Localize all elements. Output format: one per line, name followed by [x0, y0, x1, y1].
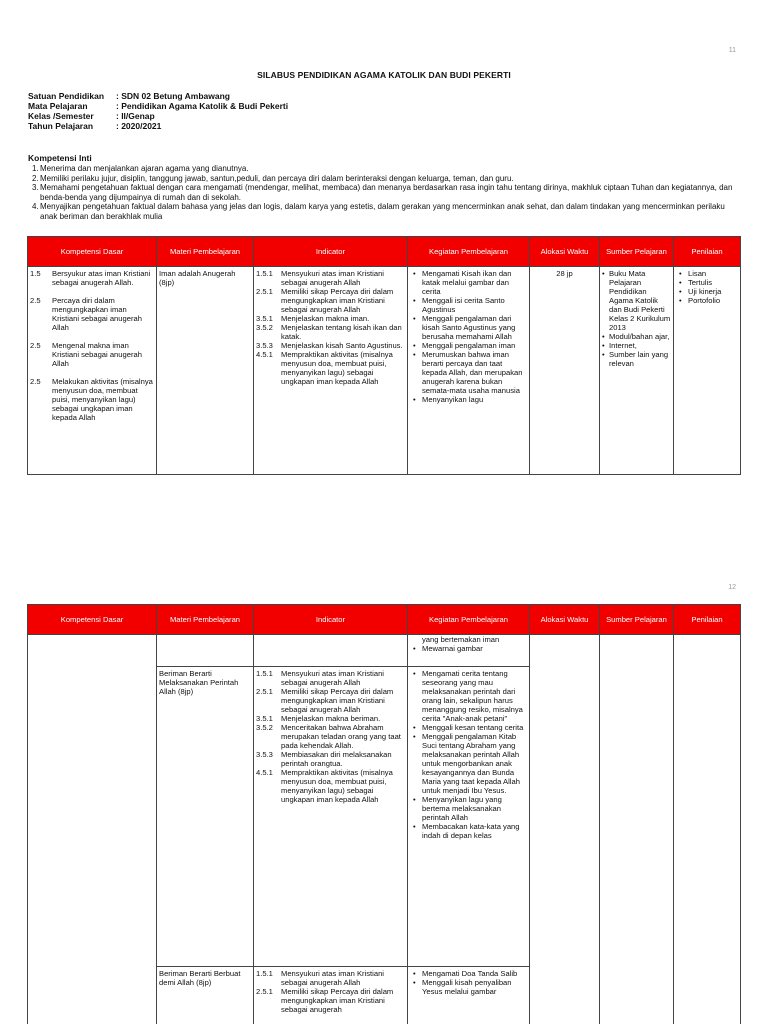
indicator-text: Menceritakan bahwa Abraham merupakan teladan orang yang taat pada kehendak Allah.	[281, 723, 401, 750]
list-number: 3.	[32, 183, 39, 193]
list-item: • Menyanyikan lagu	[410, 395, 527, 404]
indicator-number: 3.5.2	[256, 323, 273, 332]
kd-text: Melakukan aktivitas (misalnya menyusun doa, membuat puisi, menyanyikan lagu) sebagai ungkapan iman kepada Allah	[52, 377, 153, 422]
table-row	[28, 267, 741, 475]
list-item: • Buku Mata Pelajaran Pendidikan Agama Katolik dan Budi Pekerti Kelas 2 Kurikulum 2013	[602, 269, 671, 332]
indicator-text: Mensyukuri atas iman Kristiani sebagai anugerah Allah	[281, 269, 384, 287]
meta-row	[28, 101, 288, 111]
cell-kegiatan	[408, 667, 530, 967]
syllabus-table-continued	[27, 604, 741, 1024]
list-item: • Menggali pengalaman dari kisah Santo Agustinus yang berusaha memahami Allah	[410, 314, 527, 341]
meta-value: : 2020/2021	[116, 121, 162, 131]
table-header-row	[28, 237, 741, 267]
section-heading: Kompetensi Inti	[28, 153, 92, 163]
cell-indicator	[254, 667, 408, 967]
header-sumber: Sumber Pelajaran	[600, 237, 674, 267]
header-indicator: Indicator	[254, 605, 408, 635]
indicator-item	[256, 350, 405, 386]
header-materi: Materi Pembelajaran	[157, 605, 254, 635]
indicator-number: 4.5.1	[256, 350, 273, 359]
table-row	[28, 635, 741, 667]
list-item	[28, 183, 738, 202]
meta-label: Mata Pelajaran	[28, 101, 88, 111]
cell-sumber	[600, 267, 674, 475]
indicator-text: Menjelaskan tentang kisah ikan dan katak.	[281, 323, 402, 341]
kd-text: Percaya diri dalam mengungkapkan iman Kristiani sebagai anugerah Allah	[52, 296, 142, 332]
list-item: • Modul/bahan ajar,	[602, 332, 671, 341]
cell-kompetensi-dasar	[28, 267, 157, 475]
meta-label: Kelas /Semester	[28, 111, 94, 121]
list-item: • Menggali pengalaman iman	[410, 341, 527, 350]
list-item: • Mengamati Kisah ikan dan katak melalui gambar dan cerita	[410, 269, 527, 296]
header-alokasi: Alokasi Waktu	[530, 605, 600, 635]
kegiatan-continuation: yang bertemakan iman	[422, 635, 500, 644]
indicator-text: Mempraktikan aktivitas (misalnya menyusun doa, membuat puisi, menyanyikan lagu) sebagai ungkapan iman kepada Allah	[281, 768, 393, 804]
indicator-number: 1.5.1	[256, 969, 273, 978]
list-item: • Menggali isi cerita Santo Agustinus	[410, 296, 527, 314]
indicator-text: Mempraktikan aktivitas (misalnya menyusun doa, membuat puisi, menyanyikan lagu) sebagai ungkapan iman kepada Allah	[281, 350, 393, 386]
indicator-text: Memiliki sikap Percaya diri dalam mengungkapkan iman Kristiani sebagai anugerah Allah	[281, 287, 394, 314]
list-item: • Mengamati Doa Tanda Salib	[410, 969, 527, 978]
indicator-item	[256, 341, 405, 350]
cell-penilaian	[674, 635, 741, 1024]
list-text: Menyajikan pengetahuan faktual dalam bahasa yang jelas dan logis, dalam karya yang estetis, dalam gerakan yang mencerminkan anak sehat, dan dalam tindakan yang mencerminkan perilaku anak beriman dan berakhlak mulia	[40, 202, 725, 221]
indicator-item	[256, 768, 405, 804]
meta-row	[28, 111, 288, 121]
list-item: • Portofolio	[676, 296, 738, 305]
header-kegiatan: Kegiatan Pembelajaran	[408, 605, 530, 635]
list-number: 1.	[32, 164, 39, 174]
list-item: • Lisan	[676, 269, 738, 278]
cell-materi: Beriman Berarti Berbuat demi Allah (8jp)	[157, 967, 254, 1024]
meta-row	[28, 121, 288, 131]
page-gap	[0, 540, 768, 576]
syllabus-table	[27, 236, 741, 475]
list-item: • Uji kinerja	[676, 287, 738, 296]
indicator-number: 3.5.1	[256, 714, 273, 723]
page-number: 11	[728, 47, 736, 54]
indicator-text: Memiliki sikap Percaya diri dalam mengungkapkan iman Kristiani sebagai anugerah	[281, 987, 394, 1014]
list-item: • Menggali kesan tentang cerita	[410, 723, 527, 732]
list-item: • Menggali pengalaman Kitab Suci tentang Abraham yang melaksanakan perintah Allah untuk mengorbankan anak kesayangannya dan Bunda Maria yang taat kepada Allah untuk menjadi Ibu Yesus.	[410, 732, 527, 795]
indicator-item	[256, 269, 405, 287]
list-item: • Mewarnai gambar	[410, 644, 527, 653]
table-header-row	[28, 605, 741, 635]
kd-item	[30, 296, 154, 332]
list-text: Memahami pengetahuan faktual dengan cara mengamati (mendengar, melihat, membaca) dan menanya berdasarkan rasa ingin tahu tentang dirinya, makhluk ciptaan Tuhan dan kegiatannya, dan benda-benda yang dijumpainya di rumah dan di sekolah.	[40, 183, 733, 202]
page-number: 12	[728, 584, 736, 591]
cell-sumber	[600, 635, 674, 1024]
indicator-text: Menjelaskan kisah Santo Agustinus.	[281, 341, 403, 350]
indicator-item	[256, 987, 405, 1014]
indicator-item	[256, 687, 405, 714]
kd-text: Bersyukur atas iman Kristiani sebagai anugerah Allah.	[52, 269, 151, 287]
indicator-item	[256, 750, 405, 768]
cell-penilaian	[674, 267, 741, 475]
cell-alokasi	[530, 635, 600, 1024]
kegiatan-list	[410, 669, 527, 840]
kd-number: 1.5	[30, 269, 41, 278]
document-page-2	[0, 576, 768, 1024]
indicator-text: Menjelaskan makna beriman.	[281, 714, 381, 723]
penilaian-list	[676, 269, 738, 305]
meta-label: Tahun Pelajaran	[28, 121, 94, 131]
cell-kegiatan	[408, 967, 530, 1024]
header-penilaian: Penilaian	[674, 237, 741, 267]
document-title: SILABUS PENDIDIKAN AGAMA KATOLIK DAN BUDI PEKERTI	[257, 70, 511, 80]
indicator-item	[256, 669, 405, 687]
indicator-item	[256, 969, 405, 987]
kegiatan-list	[410, 969, 527, 996]
header-kompetensi-dasar: Kompetensi Dasar	[28, 605, 157, 635]
list-item: • Internet,	[602, 341, 671, 350]
kegiatan-list	[410, 644, 527, 653]
kompetensi-inti-list	[28, 164, 738, 221]
indicator-item	[256, 314, 405, 323]
meta-value: : Pendidikan Agama Katolik & Budi Pekerti	[116, 101, 289, 111]
cell-materi	[157, 635, 254, 667]
identity-block	[28, 91, 288, 131]
indicator-number: 3.5.3	[256, 750, 273, 759]
cell-alokasi: 28 jp	[530, 267, 600, 475]
kd-item	[30, 377, 154, 422]
cell-kompetensi-dasar	[28, 635, 157, 1024]
indicator-number: 2.5.1	[256, 987, 273, 996]
cell-indicator	[254, 967, 408, 1024]
cell-materi: Beriman Berarti Melaksanakan Perintah Allah (8jp)	[157, 667, 254, 967]
list-text: Memiliki perilaku jujur, disiplin, tanggung jawab, santun,peduli, dan percaya diri dalam berinteraksi dengan keluarga, teman, dan guru.	[40, 173, 514, 183]
indicator-item	[256, 714, 405, 723]
header-kegiatan: Kegiatan Pembelajaran	[408, 237, 530, 267]
header-kompetensi-dasar: Kompetensi Dasar	[28, 237, 157, 267]
list-item: • Menyanyikan lagu yang bertema melaksanakan perintah Allah	[410, 795, 527, 822]
indicator-number: 1.5.1	[256, 269, 273, 278]
meta-value: : II/Genap	[116, 111, 155, 121]
indicator-text: Menjelaskan makna iman.	[281, 314, 370, 323]
indicator-item	[256, 323, 405, 341]
meta-row	[28, 91, 288, 101]
indicator-text: Mensyukuri atas iman Kristiani sebagai anugerah Allah	[281, 669, 384, 687]
list-item: • Sumber lain yang relevan	[602, 350, 671, 368]
list-item: • Mengamati cerita tentang seseorang yang mau melaksanakan perintah dari orang lain, sekalipun harus menanggung resiko, misalnya cerita "Anak-anak petani"	[410, 669, 527, 723]
kd-text: Mengenal makna iman Kristiani sebagai anugerah Allah	[52, 341, 142, 368]
cell-indicator	[254, 635, 408, 667]
header-materi: Materi Pembelajaran	[157, 237, 254, 267]
kd-item	[30, 269, 154, 287]
header-penilaian: Penilaian	[674, 605, 741, 635]
list-item: • Membacakan kata-kata yang indah di depan kelas	[410, 822, 527, 840]
indicator-text: Memiliki sikap Percaya diri dalam mengungkapkan iman Kristiani sebagai anugerah Allah	[281, 687, 394, 714]
kd-number: 2.5	[30, 341, 41, 350]
list-item	[28, 174, 738, 184]
list-number: 4.	[32, 202, 39, 212]
meta-label: Satuan Pendidikan	[28, 91, 105, 101]
kd-number: 2.5	[30, 377, 41, 386]
kegiatan-list	[410, 269, 527, 404]
list-number: 2.	[32, 173, 39, 183]
indicator-number: 2.5.1	[256, 287, 273, 296]
list-text: Menerima dan menjalankan ajaran agama yang dianutnya.	[40, 164, 249, 174]
list-item	[28, 202, 738, 221]
kd-number: 2.5	[30, 296, 41, 305]
list-item	[28, 164, 738, 174]
meta-value: : SDN 02 Betung Ambawang	[116, 91, 230, 101]
cell-kegiatan	[408, 635, 530, 667]
indicator-item	[256, 723, 405, 750]
list-item: • Merumuskan bahwa iman berarti percaya dan taat kepada Allah, dan merupakan anugerah karena bukan semata-mata usaha manusia	[410, 350, 527, 395]
indicator-number: 3.5.2	[256, 723, 273, 732]
kd-item	[30, 341, 154, 368]
kompetensi-inti-section	[28, 153, 738, 221]
list-item: • Menggali kisah penyaliban Yesus melalui gambar	[410, 978, 527, 996]
indicator-number: 4.5.1	[256, 768, 273, 777]
cell-materi: Iman adalah Anugerah (8jp)	[157, 267, 254, 475]
header-alokasi: Alokasi Waktu	[530, 237, 600, 267]
indicator-number: 2.5.1	[256, 687, 273, 696]
indicator-text: Membiasakan diri melaksanakan perintah orangtua.	[281, 750, 392, 768]
indicator-number: 3.5.3	[256, 341, 273, 350]
header-indicator: Indicator	[254, 237, 408, 267]
indicator-number: 3.5.1	[256, 314, 273, 323]
cell-kegiatan	[408, 267, 530, 475]
indicator-text: Mensyukuri atas iman Kristiani sebagai anugerah Allah	[281, 969, 384, 987]
list-item: • Tertulis	[676, 278, 738, 287]
header-sumber: Sumber Pelajaran	[600, 605, 674, 635]
sumber-list	[602, 269, 671, 368]
indicator-item	[256, 287, 405, 314]
indicator-number: 1.5.1	[256, 669, 273, 678]
cell-indicator	[254, 267, 408, 475]
